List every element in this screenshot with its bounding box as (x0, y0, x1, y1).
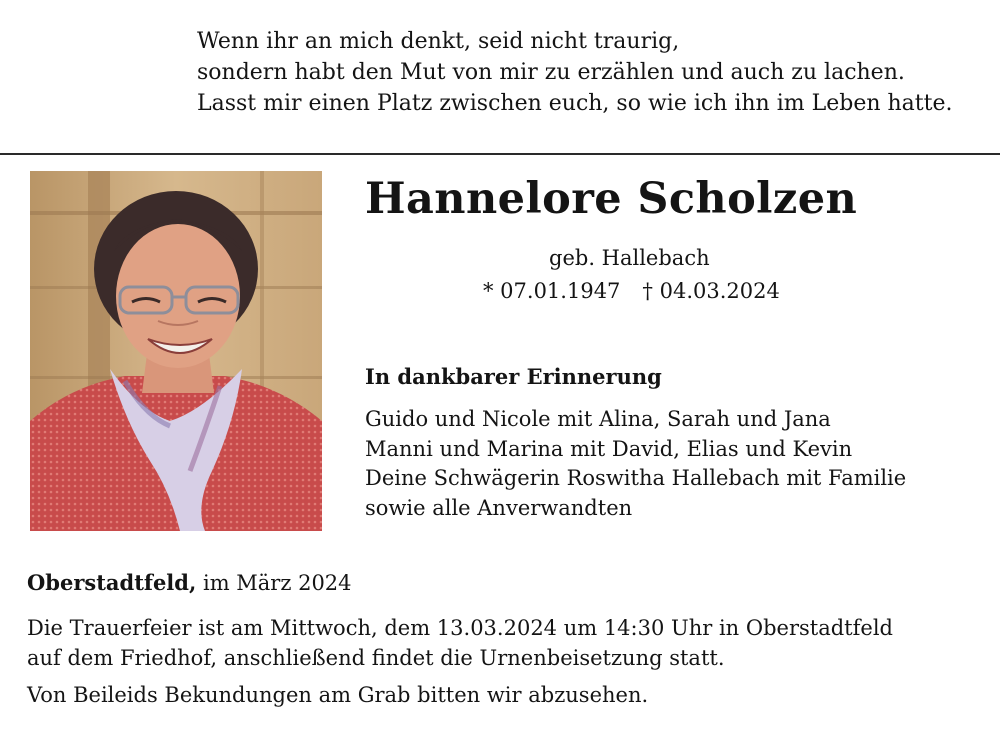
service-line: auf dem Friedhof, anschließend findet die Urnenbeisetzung statt. (27, 646, 725, 670)
death-date: † 04.03.2024 (642, 279, 780, 303)
birth-date: * 07.01.1947 (483, 279, 621, 303)
mourner-line: Guido und Nicole mit Alina, Sarah und Jana (365, 407, 831, 431)
condolence-note: Von Beileids Bekundungen am Grab bitten wir abzusehen. (27, 683, 649, 707)
service-info (27, 613, 893, 673)
mourner-line: sowie alle Anverwandten (365, 495, 633, 520)
portrait-photo (30, 171, 322, 531)
mourner-line: Manni und Marina mit David, Elias und Kevin (365, 436, 853, 461)
deceased-name: Hannelore Scholzen (365, 174, 858, 224)
divider (0, 153, 1000, 155)
poem-line: Lasst mir einen Platz zwischen euch, so wie ich ihn im Leben hatte. (197, 91, 953, 116)
place-month: im März 2024 (196, 571, 352, 595)
poem-line: sondern habt den Mut von mir zu erzählen und auch zu lachen. (197, 60, 905, 85)
life-dates (483, 279, 780, 303)
birth-name: geb. Hallebach (549, 246, 710, 270)
place-town: Oberstadtfeld, (27, 570, 197, 595)
mourner-line: Deine Schwägerin Roswitha Hallebach mit Familie (365, 466, 907, 490)
memorial-heading: In dankbarer Erinnerung (365, 364, 662, 389)
poem-line: Wenn ihr an mich denkt, seid nicht traurig, (197, 29, 680, 54)
service-line: Die Trauerfeier ist am Mittwoch, dem 13.03.2024 um 14:30 Uhr in Oberstadtfeld (27, 616, 893, 640)
mourners-list (365, 405, 906, 523)
place-date (27, 570, 352, 595)
poem (197, 26, 952, 119)
